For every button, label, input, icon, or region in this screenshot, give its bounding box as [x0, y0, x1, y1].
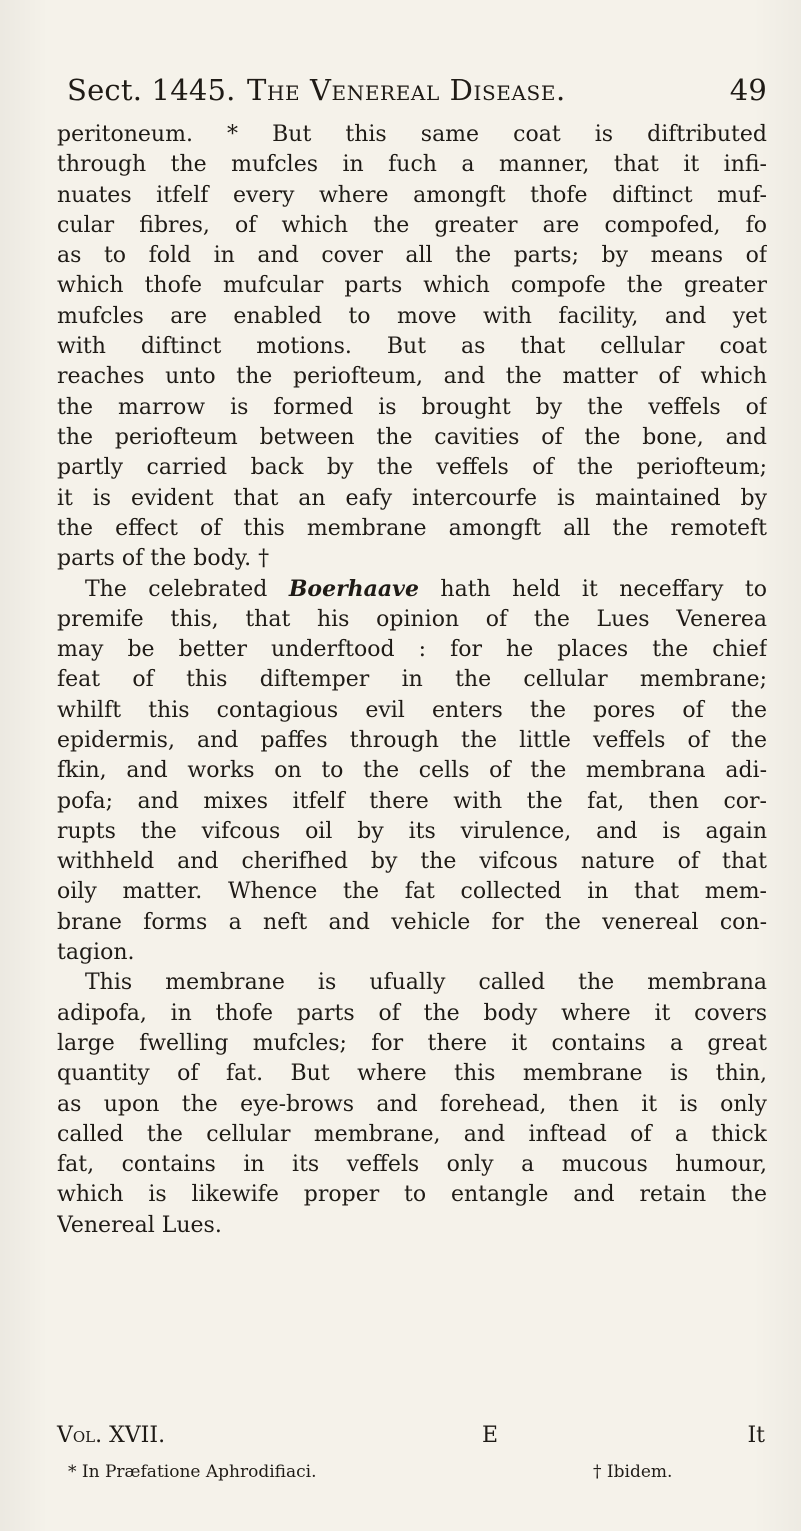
text-line: oily matter. Whence the fat collected in that mem- [57, 879, 767, 905]
text-line: called the cellular membrane, and inftead of a thick [57, 1121, 767, 1147]
footnote-1: * In Præfatione Aphrodifiaci. [68, 1462, 317, 1482]
text-line: Venereal Lues. [57, 1212, 222, 1238]
text-line: as upon the eye-brows and forehead, then it is only [57, 1091, 767, 1117]
text-line: through the mufcles in fuch a manner, that it infi- [57, 152, 767, 178]
text-line: which thofe mufcular parts which compofe the greater [57, 273, 767, 299]
text-line: reaches unto the periofteum, and the matter of which [57, 364, 767, 390]
catchword: It [747, 1423, 765, 1448]
page-number: 49 [729, 73, 767, 107]
text-line: large fwelling mufcles; for there it contains a great [57, 1030, 767, 1056]
footnotes [58, 1457, 768, 1487]
text-line: The celebrated Boerhaave hath held it neceffary to [85, 576, 767, 603]
text-line: brane forms a neft and vehicle for the venereal con- [57, 909, 767, 935]
text-line: the periofteum between the cavities of the bone, and [57, 424, 767, 450]
text-line: epidermis, and paffes through the little veffels of the [57, 727, 767, 753]
running-title: The Venereal Disease. [247, 73, 566, 107]
footnote-2: † Ibidem. [593, 1462, 673, 1482]
text-line: partly carried back by the veffels of the periofteum; [57, 455, 767, 481]
text-line: which is likewife proper to entangle and retain the [57, 1182, 767, 1208]
text-line: may be better underftood : for he places the chief [57, 637, 767, 663]
text-line: fkin, and works on to the cells of the membrana adi- [57, 758, 767, 784]
text-line: pofa; and mixes itfelf there with the fat, then cor- [57, 788, 767, 814]
text-line: peritoneum. * But this same coat is diftributed [57, 122, 767, 147]
section-number: Sect. 1445. [67, 73, 236, 107]
italic-name: Boerhaave [288, 576, 419, 603]
text-line: it is evident that an eafy intercourfe is maintained by [57, 485, 767, 511]
text-line: with diftinct motions. But as that cellular coat [57, 334, 767, 360]
text-line: This membrane is ufually called the membrana [85, 970, 767, 996]
text-line: rupts the vifcous oil by its virulence, and is again [57, 818, 767, 844]
body-text [57, 120, 767, 1241]
page-footer [57, 1419, 767, 1453]
text-line: feat of this diftemper in the cellular membrane; [57, 667, 767, 693]
text-line: adipofa, in thofe parts of the body where it covers [57, 1000, 767, 1026]
text-line: the marrow is formed is brought by the veffels of [57, 394, 767, 420]
text-line: withheld and cherifhed by the vifcous nature of that [57, 849, 767, 875]
text-line: the effect of this membrane amongft all the remoteft [57, 515, 767, 541]
text-line: quantity of fat. But where this membrane is thin, [57, 1061, 767, 1087]
text-line: as to fold in and cover all the parts; by means of [57, 243, 767, 269]
text-line: mufcles are enabled to move with facility, and yet [57, 303, 767, 329]
signature-mark: E [482, 1423, 499, 1448]
text-line: nuates itfelf every where amongft thofe diftinct muf- [57, 182, 767, 208]
text-line: parts of the body. † [57, 546, 270, 572]
running-header [67, 70, 767, 110]
text-line: premife this, that his opinion of the Lues Venerea [57, 606, 767, 632]
text-line: fat, contains in its veffels only a mucous humour, [57, 1152, 767, 1178]
text-line: cular fibres, of which the greater are compofed, fo [57, 212, 767, 238]
text-line: whilft this contagious evil enters the pores of the [57, 697, 767, 723]
volume-label: Vol. XVII. [57, 1423, 166, 1448]
text-line: tagion. [57, 940, 135, 966]
